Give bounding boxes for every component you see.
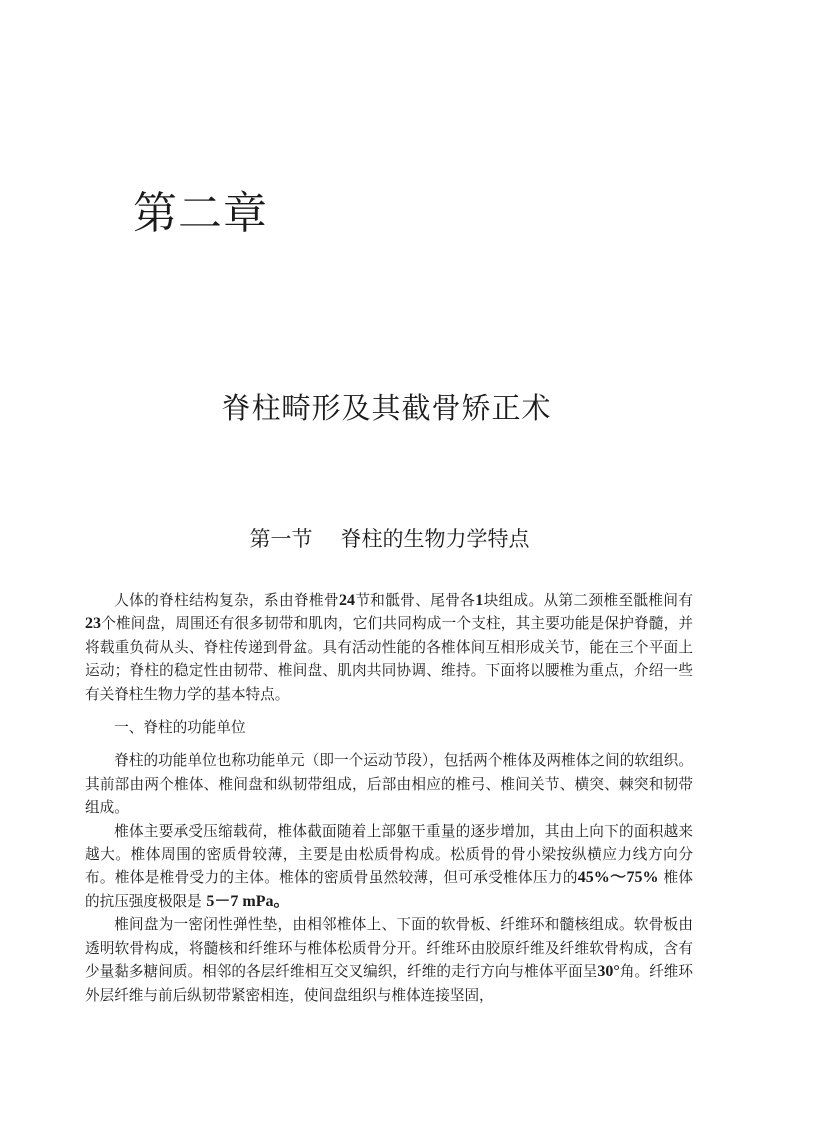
text-run: 椎体主要承受压缩载荷，椎体截面随着上部躯干重量的逐步增加，其由上向下的面积越来越大。椎体周围的密质骨较薄，主要是由松质骨构成。松质骨的骨小梁按纵横应力线方向分布。椎体是椎骨受力的主体。椎体的密质骨虽然较薄，但可承受椎体压力的 [85, 822, 693, 887]
text-run: 人体的脊柱结构复杂，系由脊椎骨 [114, 592, 339, 609]
strength-value: 5－7 mPa。 [206, 892, 290, 910]
section-number: 第一节 [249, 527, 313, 551]
section-heading-wrap [250, 527, 530, 551]
chapter-title-text: 脊柱畸形及其截骨矫正术 [221, 391, 552, 425]
number: 24 [338, 592, 355, 609]
number: 23 [85, 615, 101, 633]
section-title: 脊柱的生物力学特点 [340, 527, 530, 551]
subheading-functional-unit: 一、脊柱的功能单位 [114, 719, 246, 737]
text-run: 角。纤维环外层纤维与前后纵韧带紧密相连，使间盘组织与椎体连接坚固， [85, 963, 693, 1004]
text-run: 节和骶骨、尾骨各 [354, 592, 476, 609]
text-run: 椎体的抗压强度极限是 [85, 869, 693, 910]
angle-value: 30° [597, 963, 620, 981]
chapter-title [0, 388, 813, 428]
text-run: 个椎间盘，周围还有很多韧带和肌肉，它们共同构成一个支柱，其主要功能是保护脊髓，并将载重负荷从头、脊柱传递到骨盆。具有活动性能的各椎体间互相形成关节，能在三个平面上运动；脊柱的稳定性由韧带、椎间盘、肌肉共同协调、维持。下面将以腰椎为重点，介绍一些有关脊柱生物力学的基本特点。 [85, 615, 693, 703]
text-run: 块组成。从第二颈椎至骶椎间有 [483, 592, 693, 609]
section-heading [0, 524, 813, 554]
paragraph-4 [85, 913, 693, 1007]
paragraph-2: 脊柱的功能单位也称功能单元（即一个运动节段），包括两个椎体及两椎体之间的软组织。其前部由两个椎体、椎间盘和纵韧带组成，后部由相应的椎弓、椎间关节、横突、棘突和韧带组成。 [85, 752, 693, 817]
number: 1 [475, 592, 484, 609]
body-text [85, 589, 693, 1007]
paragraph-1 [85, 589, 693, 706]
text-run: 椎间盘为一密闭性弹性垫，由相邻椎体上、下面的软骨板、纤维环和髓核组成。软骨板由透明软骨构成，将髓核和纤维环与椎体松质骨分开。纤维环由胶原纤维及纤维软骨构成，含有少量黏多糖间质。相邻的各层纤维相互交叉编织，纤维的走行方向与椎体平面呈 [85, 916, 693, 981]
chapter-heading: 第二章 [133, 188, 268, 239]
paragraph-3 [85, 820, 693, 914]
percentage-range: 45%～75% [577, 869, 659, 887]
